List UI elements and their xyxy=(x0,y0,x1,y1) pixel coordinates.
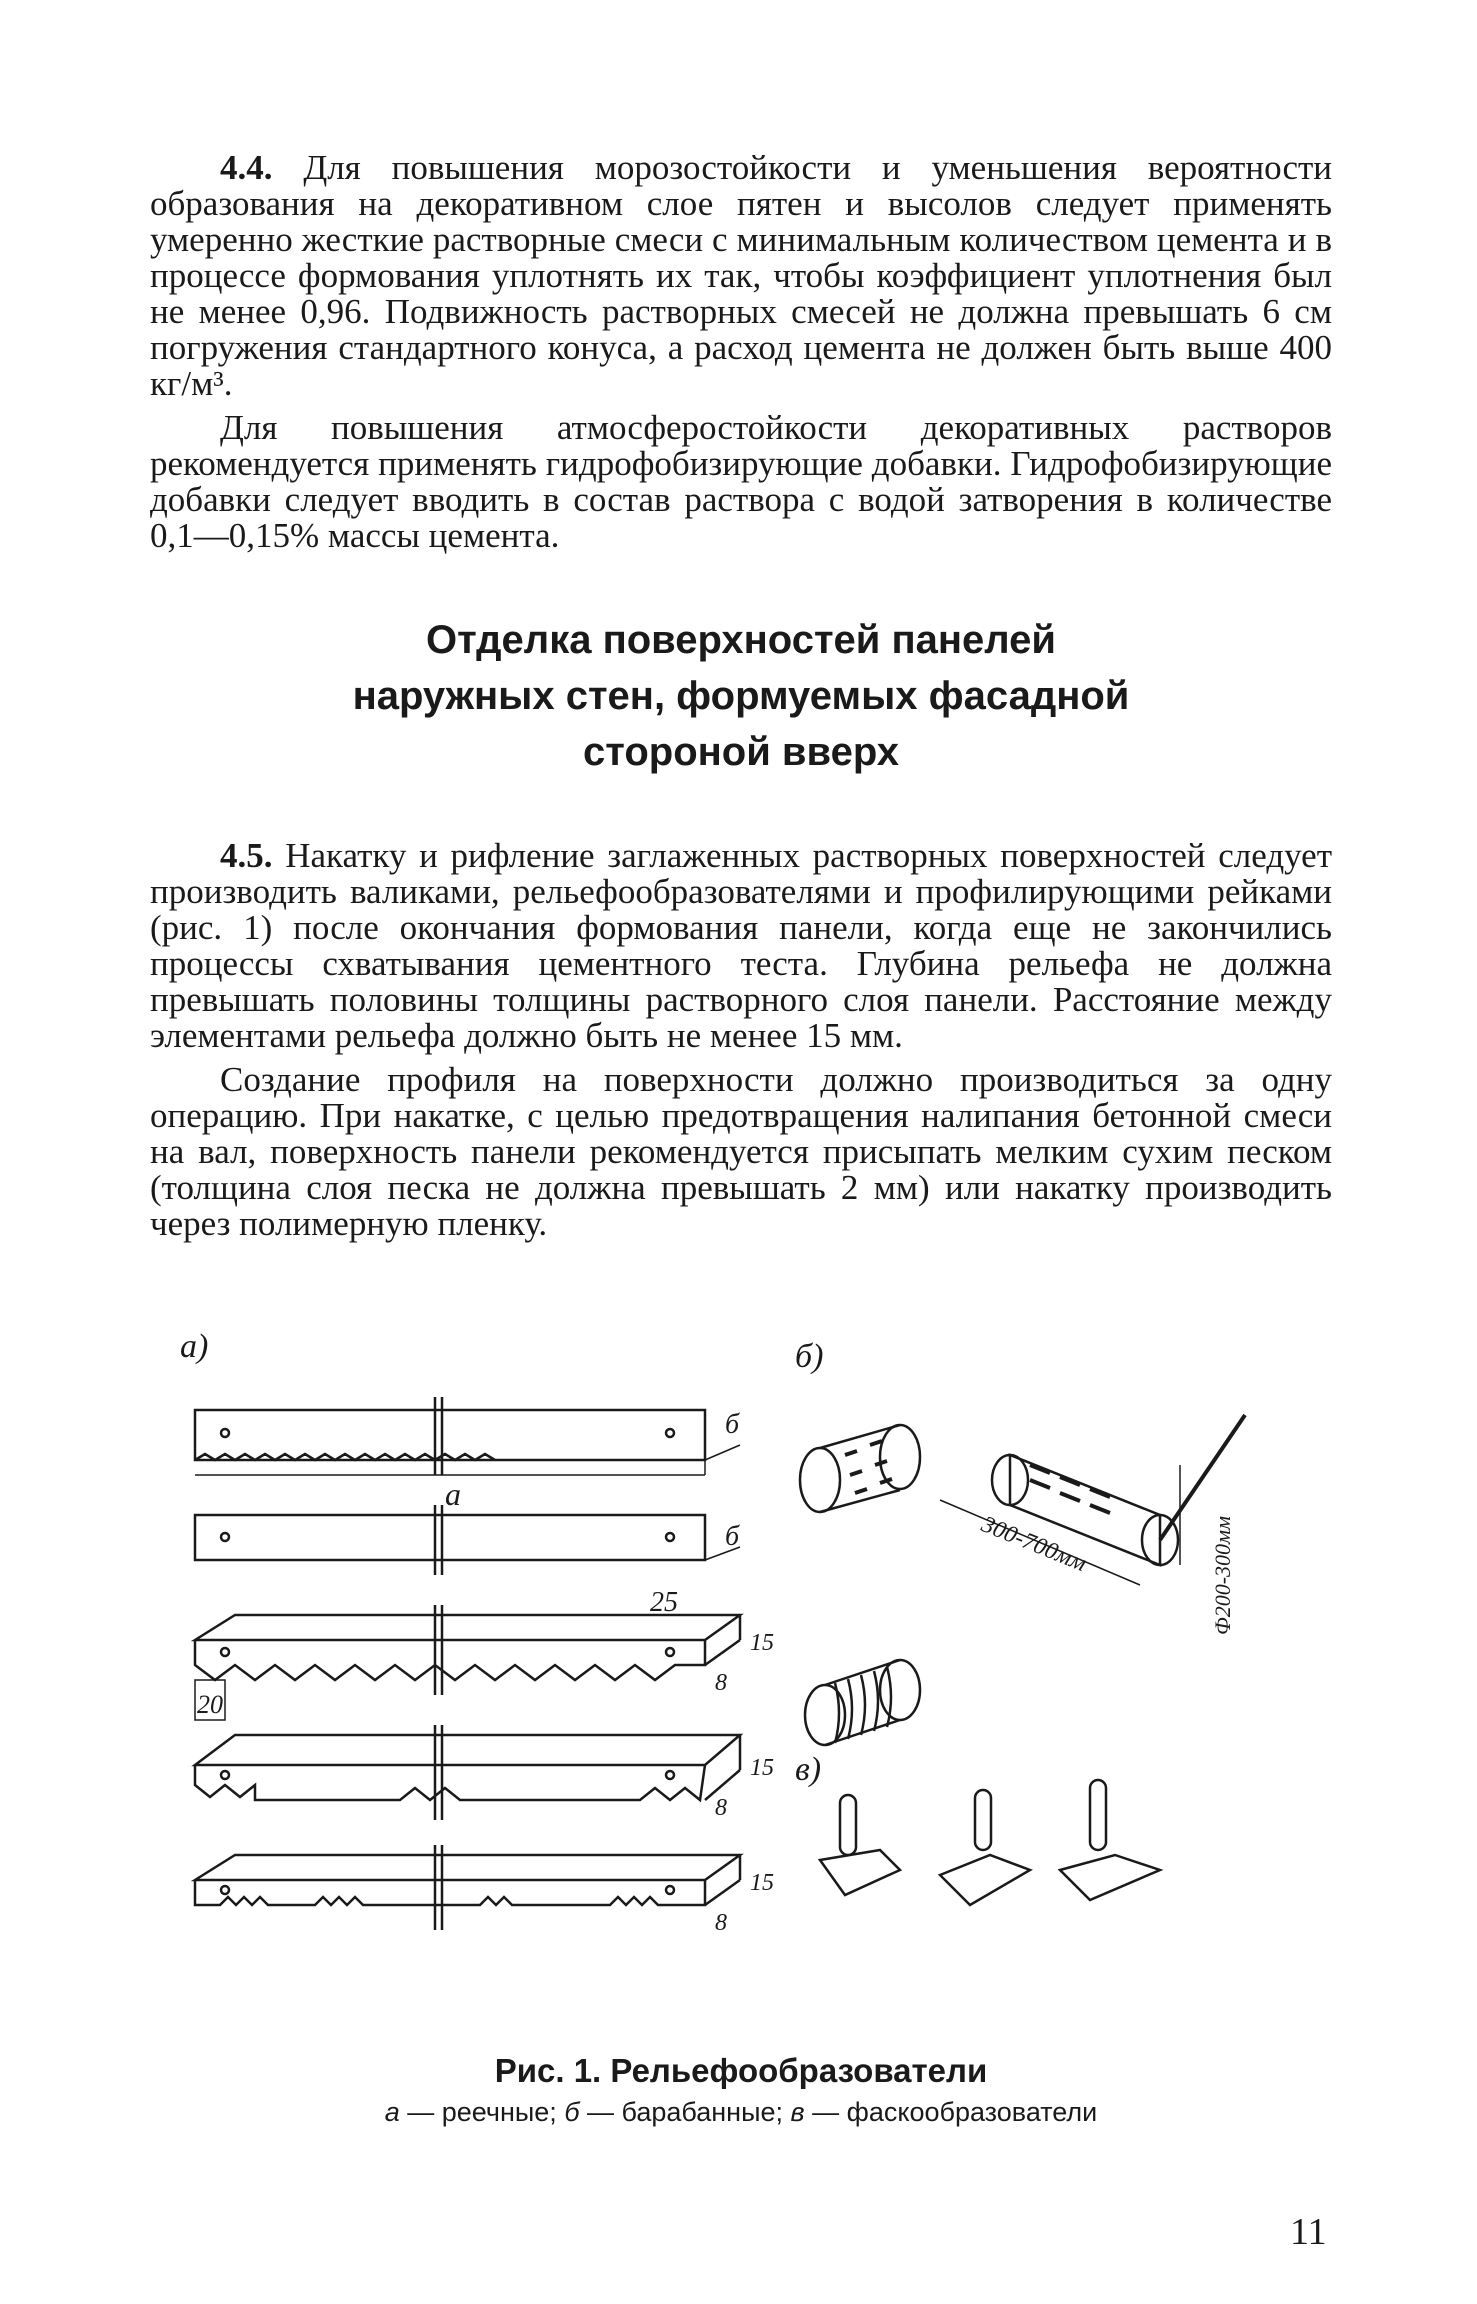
paragraph-4-4 xyxy=(150,150,1332,402)
section-4-5 xyxy=(150,838,1332,1250)
clause-number: 4.5. xyxy=(220,836,273,875)
legend-text-b: — барабанные; xyxy=(579,2097,791,2127)
drum-large xyxy=(940,1415,1245,1585)
legend-text-a: — реечные; xyxy=(399,2097,565,2127)
caption-legend xyxy=(150,2092,1332,2132)
section-heading xyxy=(150,612,1332,780)
legend-text-v: — фаскообразователи xyxy=(804,2097,1098,2127)
figure-caption xyxy=(150,2050,1332,2132)
legend-key-v: в xyxy=(790,2097,805,2127)
drum-ribbed xyxy=(805,1660,920,1745)
paragraph-4-4-continued: Для повышения атмосферостойкости декоративных растворов рекомендуется применять гидрофобизирующие добавки. Гидрофобизирующие добавки следует вводить в состав раствора с водой затворения в количестве 0,1—0,15% массы цемента. xyxy=(150,408,1332,555)
slat-5 xyxy=(195,1845,740,1930)
dim-a: а xyxy=(445,1476,461,1512)
paragraph-4-5 xyxy=(150,838,1332,1054)
legend-key-b: б xyxy=(564,2097,580,2127)
paragraph-text: Накатку и рифление заглаженных растворных поверхностей следует производить валиками, рельефообразователями и профилирующими рейками (рис. 1) после окончания формования панели, когда еще не закончились процессы схватывания цементного теста. Глубина рельефа не должна превышать половины толщины растворного слоя панели. Расстояние между элементами рельефа должно быть не менее 15 мм. xyxy=(150,836,1332,1055)
paragraph-text: Для повышения морозостойкости и уменьшения вероятности образования на декоративном слое пятен и высолов следует применять умеренно жесткие растворные смеси с минимальным количеством цемента и в процессе формования уплотнять их так, чтобы коэффициент уплотнения был не менее 0,96. Подвижность растворных смесей не должна превышать 6 см погружения стандартного конуса, а расход цемента не должен быть выше 400 кг/м³. xyxy=(150,148,1333,403)
chamfer-tool-3 xyxy=(1060,1780,1160,1900)
drum-small xyxy=(800,1425,920,1512)
paragraph-4-5-continued: Создание профиля на поверхности должно производиться за одну операцию. При накатке, с целью предотвращения налипания бетонной смеси на вал, поверхность панели рекомендуется присыпать мелким сухим песком (толщина слоя песка не должна превышать 2 мм) или накатку производить через полимерную пленку. xyxy=(150,1060,1332,1243)
page-number: 11 xyxy=(1290,2211,1327,2253)
dim-8-a: 8 xyxy=(715,1670,727,1696)
heading-line-2: наружных стен, формуемых фасадной xyxy=(352,674,1130,718)
slat-1 xyxy=(195,1397,740,1475)
dim-b-1: б xyxy=(725,1409,740,1440)
figure-drawing xyxy=(180,1315,1320,2015)
chamfer-tool-2 xyxy=(940,1790,1030,1905)
dim-20: 20 xyxy=(197,1690,223,1719)
dim-length: 300-700мм xyxy=(977,1511,1091,1578)
chamfer-tool-1 xyxy=(820,1795,900,1895)
label-b: б) xyxy=(795,1338,824,1375)
slat-3 xyxy=(195,1605,740,1720)
dim-15-c: 15 xyxy=(750,1870,774,1896)
dim-25: 25 xyxy=(650,1587,678,1618)
dim-15-a: 15 xyxy=(750,1630,774,1656)
caption-title: Рис. 1. Рельефообразователи xyxy=(494,2052,988,2089)
slat-4 xyxy=(195,1725,740,1820)
label-v: в) xyxy=(795,1751,822,1788)
dim-8-c: 8 xyxy=(715,1910,727,1936)
figure-relief-tools xyxy=(180,1315,1320,2015)
slat-2 xyxy=(195,1505,740,1575)
legend-key-a: а xyxy=(384,2097,400,2127)
dim-diameter: Ф200-300мм xyxy=(1210,1515,1235,1635)
dim-b-2: б xyxy=(725,1521,740,1552)
dim-15-b: 15 xyxy=(750,1755,774,1781)
heading-line-1: Отделка поверхностей панелей xyxy=(425,618,1057,662)
dim-8-b: 8 xyxy=(715,1795,727,1821)
heading-line-3: стороной вверх xyxy=(583,730,899,774)
label-a: а) xyxy=(180,1328,209,1365)
clause-number: 4.4. xyxy=(220,148,273,187)
section-4-4 xyxy=(150,150,1332,562)
